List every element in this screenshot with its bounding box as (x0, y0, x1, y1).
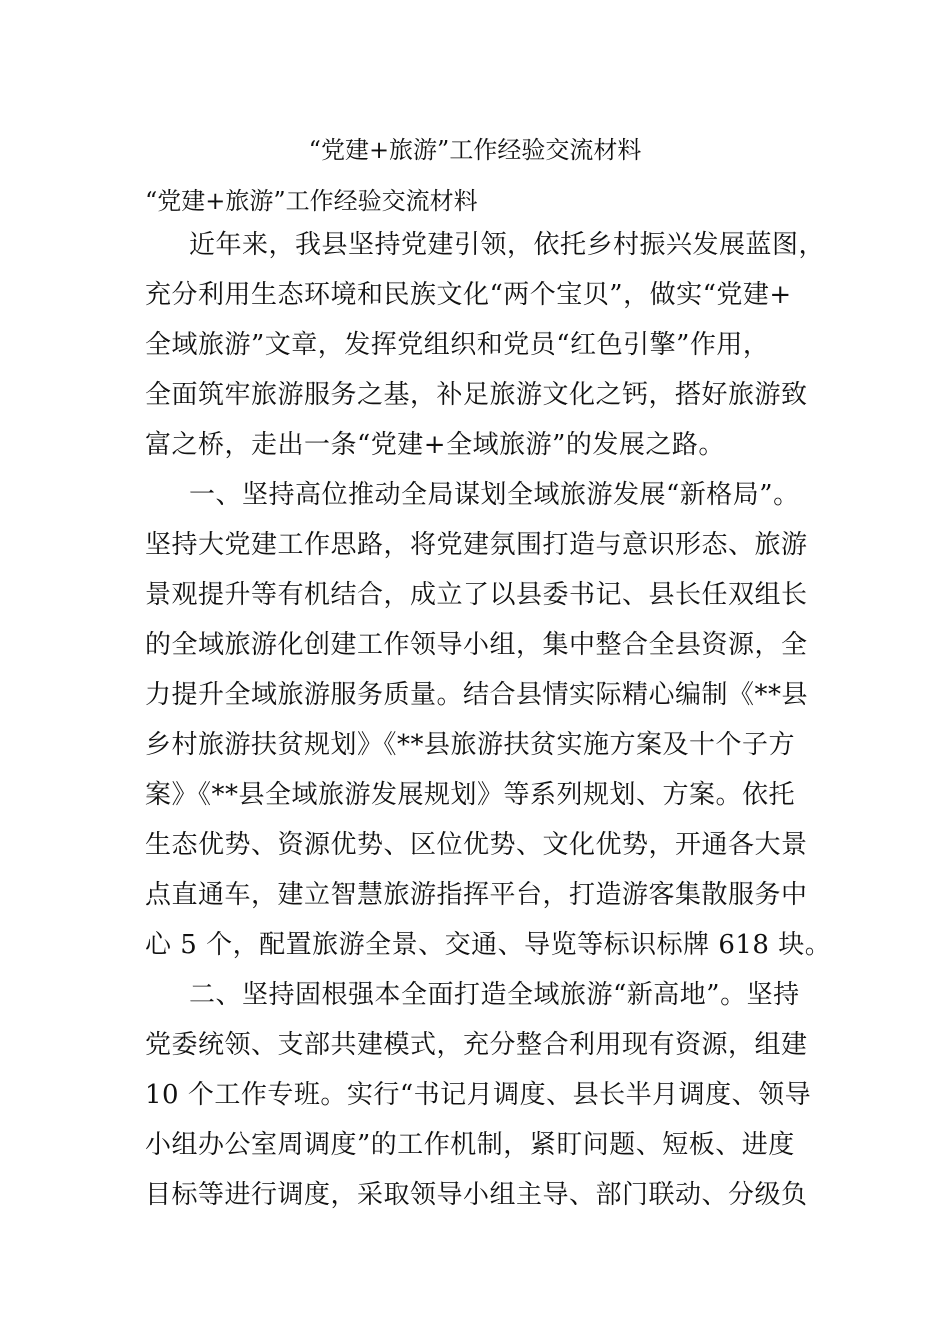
paragraph-3-line: 小组办公室周调度”的工作机制，紧盯问题、短板、进度 (145, 1130, 795, 1160)
paragraph-1-line: 充分利用生态环境和民族文化“两个宝贝”，做实“党建+ (145, 280, 792, 310)
paragraph-2-line: 点直通车，建立智慧旅游指挥平台，打造游客集散服务中 (145, 880, 808, 910)
paragraph-2-line: 力提升全域旅游服务质量。结合县情实际精心编制《**县 (145, 680, 809, 710)
paragraph-1-line: 富之桥，走出一条“党建+全域旅游”的发展之路。 (145, 430, 725, 460)
paragraph-2-line: 的全域旅游化创建工作领导小组，集中整合全县资源，全 (145, 630, 808, 660)
paragraph-2-line: 生态优势、资源优势、区位优势、文化优势，开通各大景 (145, 830, 808, 860)
paragraph-3-line: 目标等进行调度，采取领导小组主导、部门联动、分级负 (145, 1180, 808, 1210)
paragraph-3-line: 二、坚持固根强本全面打造全域旅游“新高地”。坚持 (189, 980, 800, 1010)
document-subtitle: “党建+旅游”工作经验交流材料 (145, 187, 478, 215)
paragraph-2-line: 案》《**县全域旅游发展规划》等系列规划、方案。依托 (145, 780, 796, 810)
paragraph-3-line: 党委统领、支部共建模式，充分整合利用现有资源，组建 (145, 1030, 808, 1060)
paragraph-1-line: 全面筑牢旅游服务之基，补足旅游文化之钙，搭好旅游致 (145, 380, 808, 410)
paragraph-2-line: 坚持大党建工作思路，将党建氛围打造与意识形态、旅游 (145, 530, 808, 560)
document-body (145, 220, 832, 1220)
paragraph-2-line: 乡村旅游扶贫规划》《**县旅游扶贫实施方案及十个子方 (145, 730, 796, 760)
paragraph-2-line: 一、坚持高位推动全局谋划全域旅游发展“新格局”。 (189, 480, 800, 510)
paragraph-1-line: 全域旅游”文章，发挥党组织和党员“红色引擎”作用， (145, 330, 770, 360)
paragraph-2-line: 景观提升等有机结合，成立了以县委书记、县长任双组长 (145, 580, 808, 610)
paragraph-2-line: 心 5 个，配置旅游全景、交通、导览等标识标牌 618 块。 (145, 930, 832, 960)
paragraph-1-line: 近年来，我县坚持党建引领，依托乡村振兴发展蓝图， (189, 230, 826, 260)
document-title: “党建+旅游”工作经验交流材料 (308, 136, 642, 164)
paragraph-3-line: 10 个工作专班。实行“书记月调度、县长半月调度、领导 (145, 1080, 812, 1110)
